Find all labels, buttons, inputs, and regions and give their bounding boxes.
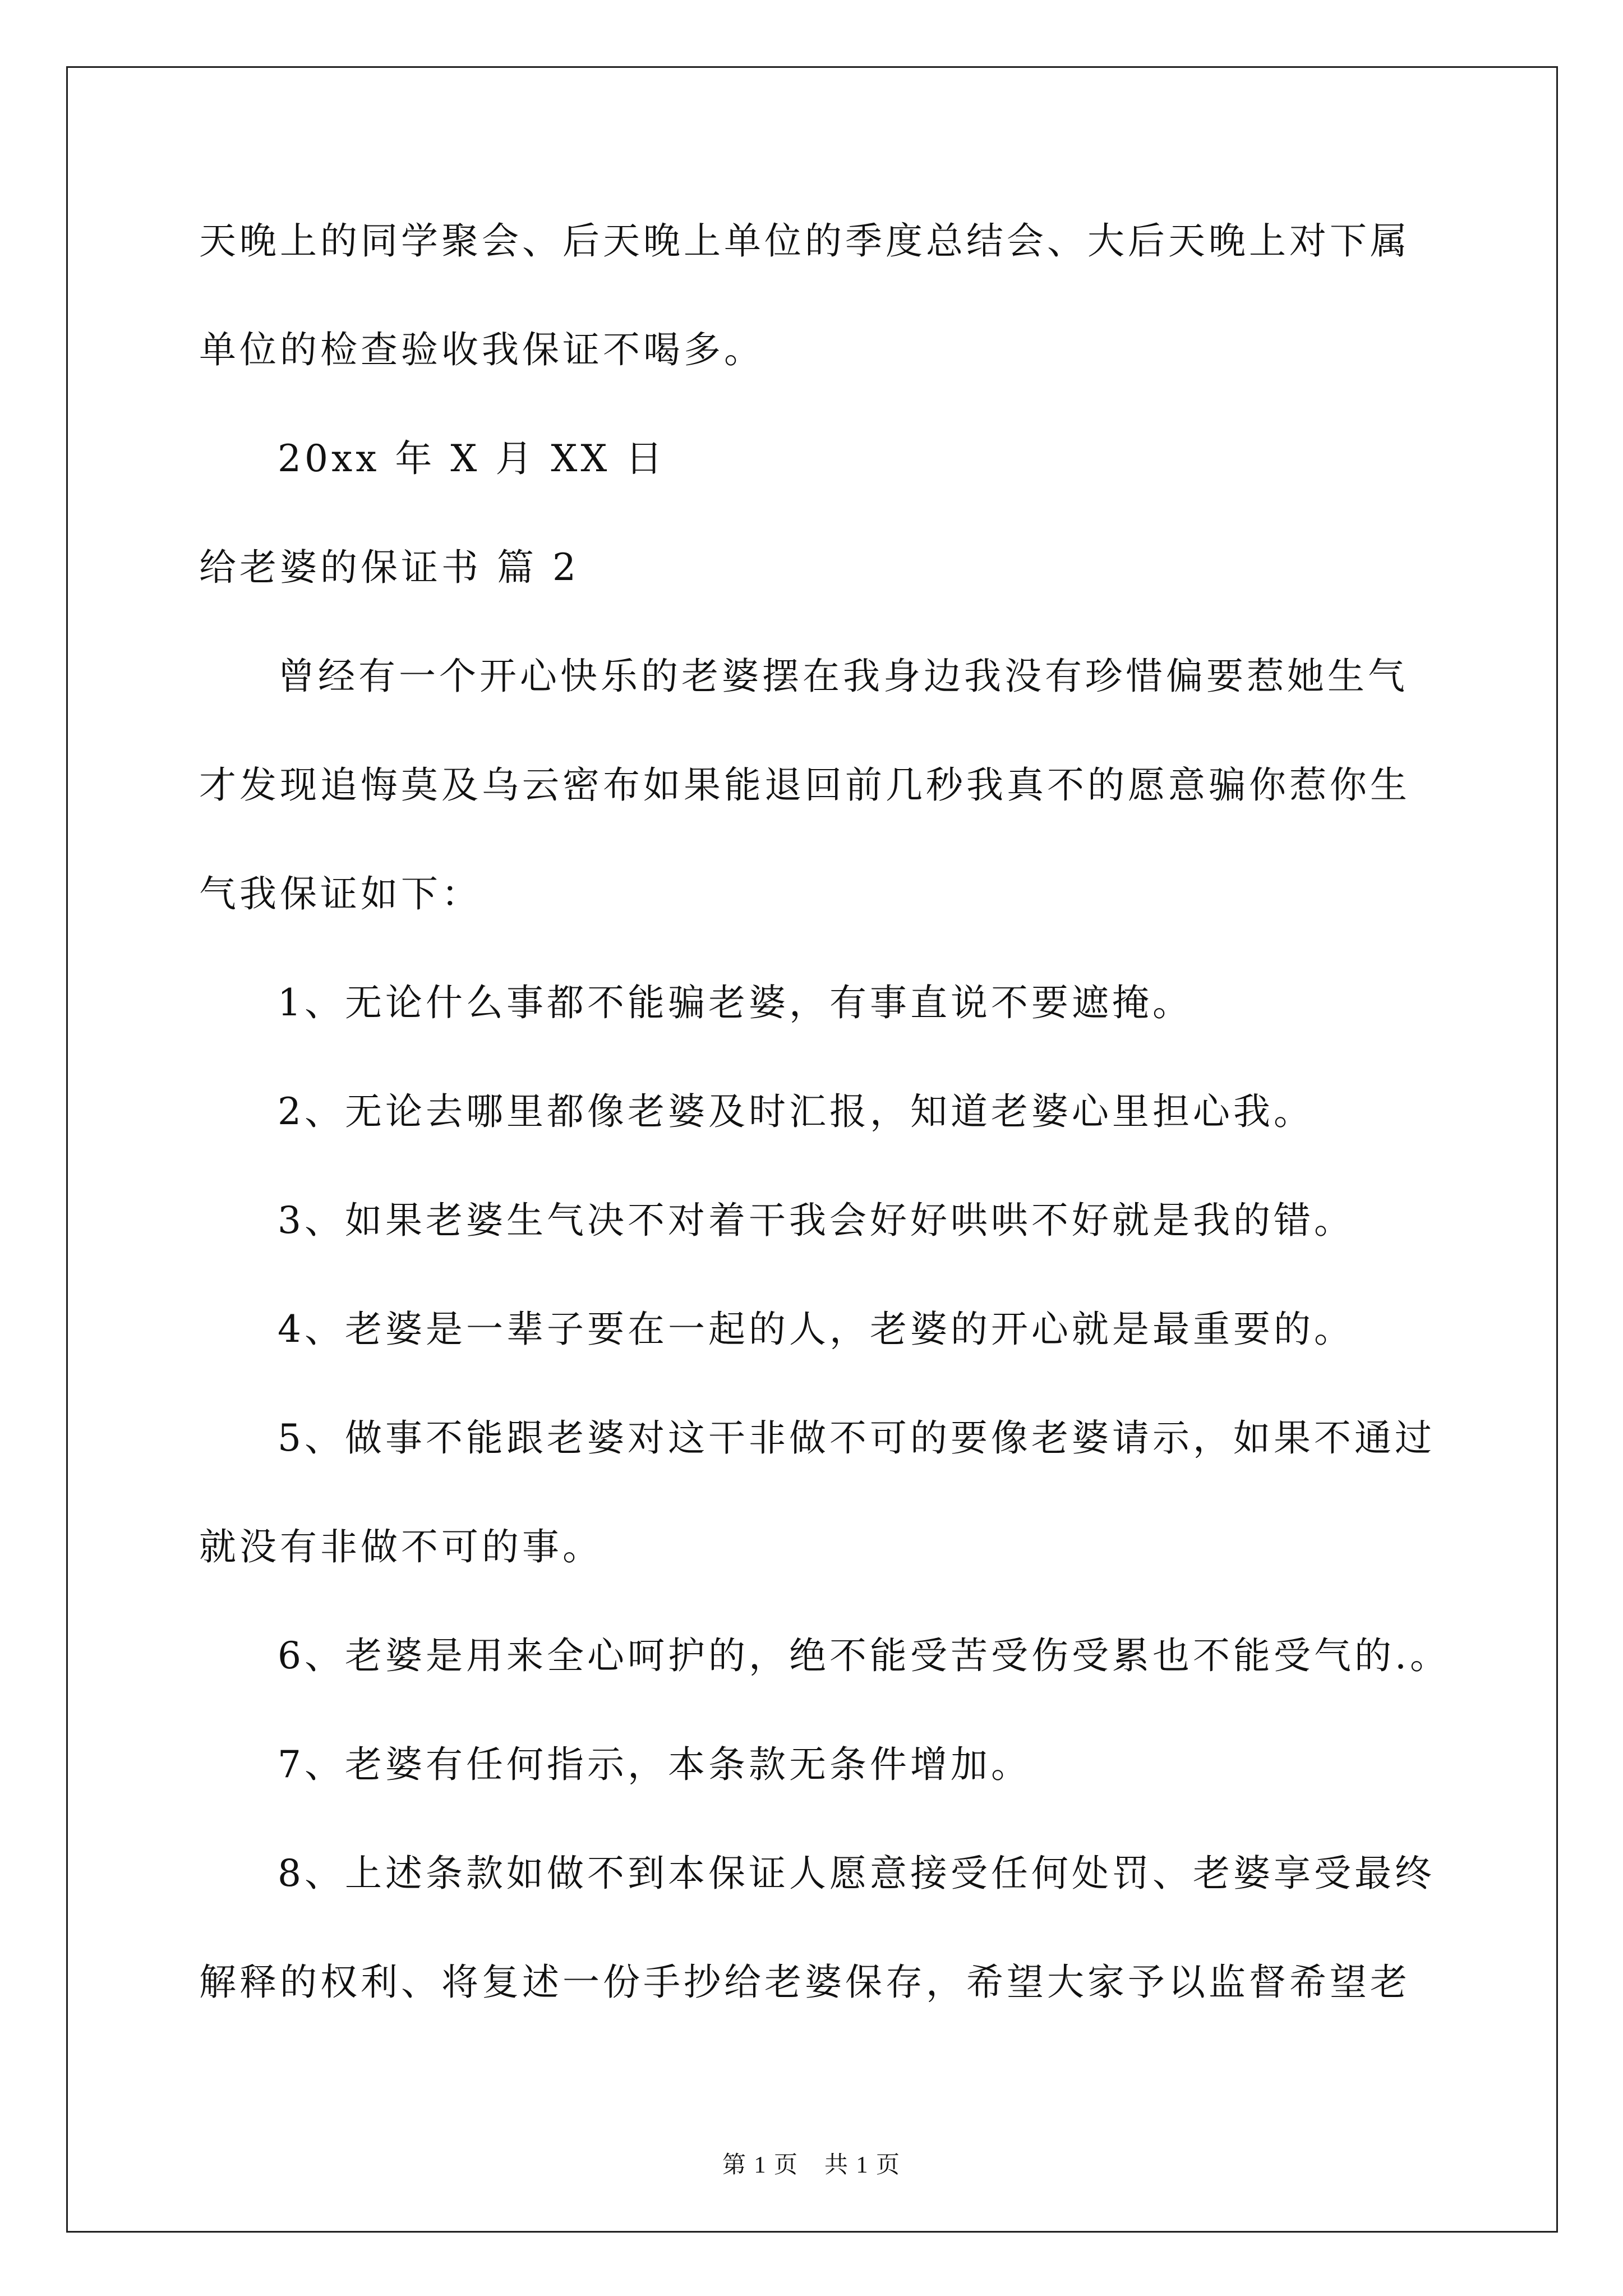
page-total: 共 1 页 (824, 2152, 901, 2178)
date-line: 20xx 年 X 月 XX 日 (278, 437, 666, 480)
page-number: 第 1 页 (722, 2152, 799, 2178)
list-item: 6、老婆是用来全心呵护的，绝不能受苦受伤受累也不能受气的.。 (278, 1634, 1450, 1677)
list-item: 2、无论去哪里都像老婆及时汇报，知道老婆心里担心我。 (278, 1090, 1314, 1133)
list-item: 8、上述条款如做不到本保证人愿意接受任何处罚、老婆享受最终 (278, 1852, 1435, 1895)
list-item-continuation: 解释的权利、将复述一份手抄给老婆保存，希望大家予以监督希望老 (199, 1961, 1410, 2004)
list-item: 5、做事不能跟老婆对这干非做不可的要像老婆请示，如果不通过 (278, 1416, 1435, 1460)
paragraph-line: 单位的检查验收我保证不喝多。 (199, 328, 764, 371)
section-heading: 给老婆的保证书 篇 2 (199, 546, 579, 589)
paragraph-line: 天晚上的同学聚会、后天晚上单位的季度总结会、大后天晚上对下属 (199, 219, 1410, 263)
paragraph-line: 气我保证如下： (199, 872, 482, 915)
list-item: 3、如果老婆生气决不对着干我会好好哄哄不好就是我的错。 (278, 1199, 1354, 1242)
list-item: 7、老婆有任何指示，本条款无条件增加。 (278, 1743, 1031, 1786)
paragraph-line: 才发现追悔莫及乌云密布如果能退回前几秒我真不的愿意骗你惹你生 (199, 763, 1410, 807)
list-item: 4、老婆是一辈子要在一起的人，老婆的开心就是最重要的。 (278, 1308, 1354, 1351)
list-item: 1、无论什么事都不能骗老婆，有事直说不要遮掩。 (278, 981, 1193, 1024)
list-item-continuation: 就没有非做不可的事。 (199, 1525, 603, 1568)
page-footer (0, 2148, 1623, 2182)
paragraph-line: 曾经有一个开心快乐的老婆摆在我身边我没有珍惜偏要惹她生气 (278, 655, 1408, 698)
document-body (199, 213, 1450, 2063)
